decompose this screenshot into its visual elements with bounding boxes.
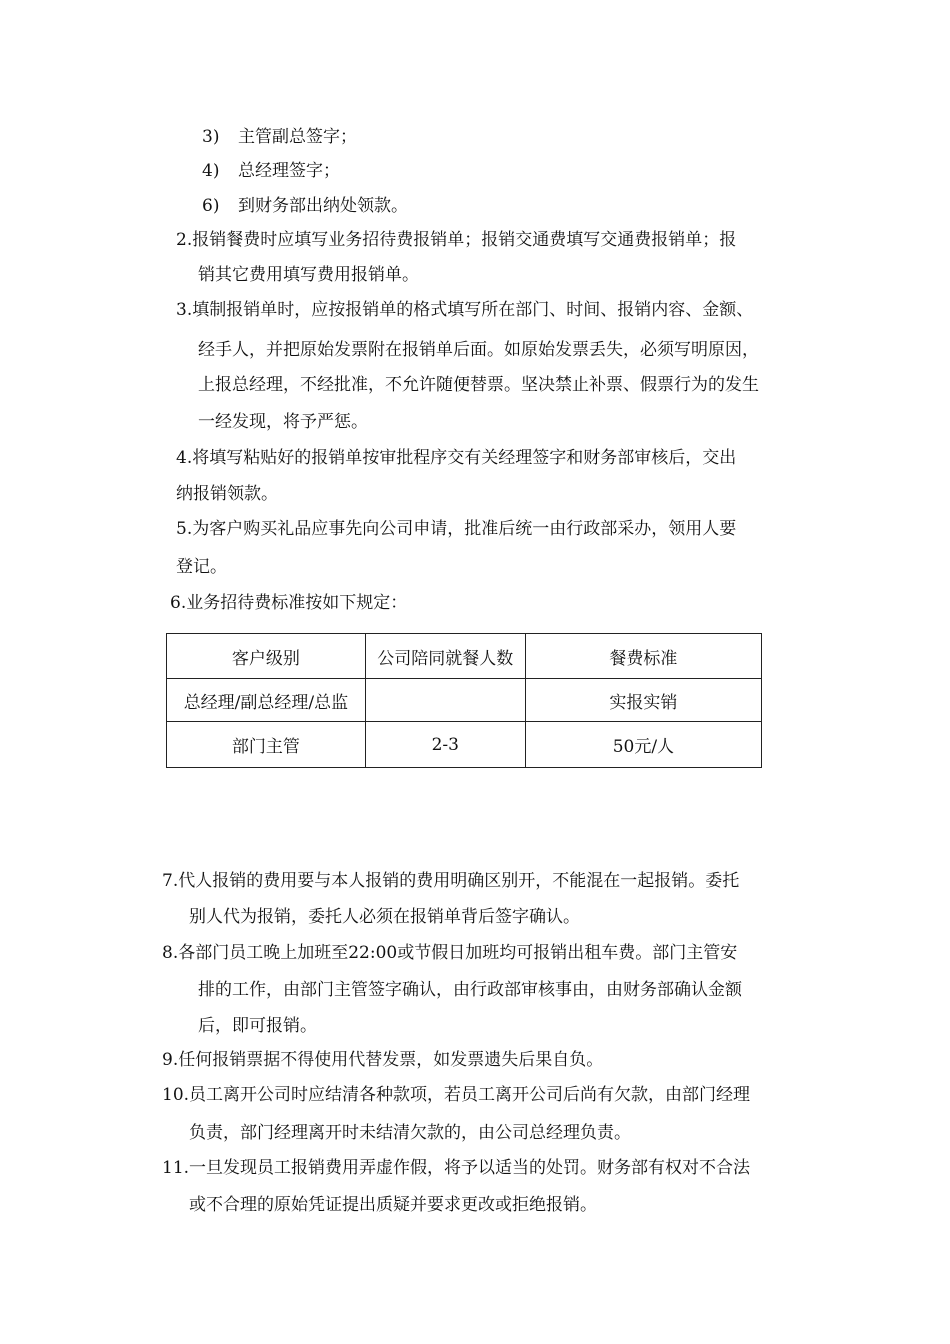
- item-text: 填制报销单时，应按报销单的格式填写所在部门、时间、报销内容、金额、: [192, 300, 754, 320]
- item-text: 为客户购买礼品应事先向公司申请，批准后统一由行政部采办，领用人要: [192, 519, 737, 539]
- item-number: 4.: [176, 448, 193, 468]
- item-9-line-1: [162, 1048, 603, 1072]
- step-number: 4): [202, 161, 220, 181]
- meal-standard-table: [166, 633, 762, 768]
- item-number: 11.: [162, 1158, 190, 1178]
- item-4-line-2: 纳报销领款。: [176, 484, 278, 504]
- table-header-row: [167, 634, 762, 679]
- item-number: 6.: [170, 593, 187, 613]
- item-number: 10.: [162, 1085, 190, 1105]
- item-number: 5.: [176, 519, 193, 539]
- item-10-line-1: [162, 1083, 750, 1107]
- table-cell: 部门主管: [167, 722, 366, 768]
- item-text: 业务招待费标准按如下规定：: [186, 593, 408, 613]
- item-text: 一旦发现员工报销费用弄虚作假，将予以适当的处罚。财务部有权对不合法: [189, 1158, 751, 1178]
- item-5-line-2: 登记。: [176, 557, 227, 577]
- item-5-line-1: [176, 517, 736, 541]
- item-11-line-2: 或不合理的原始凭证提出质疑并要求更改或拒绝报销。: [189, 1195, 597, 1215]
- step-text: 总经理签字；: [238, 161, 340, 181]
- item-6-line-1: [170, 591, 407, 615]
- item-2-line-2: 销其它费用填写费用报销单。: [198, 265, 419, 285]
- step-4: [202, 159, 340, 183]
- item-3-line-1: [176, 298, 753, 322]
- table-header-cell: 公司陪同就餐人数: [365, 634, 525, 679]
- step-3: [202, 125, 357, 149]
- item-number: 3.: [176, 300, 193, 320]
- item-8-line-2: 排的工作，由部门主管签字确认，由行政部审核事由，由财务部确认金额: [198, 980, 742, 1000]
- item-3-line-3: 上报总经理，不经批准，不允许随便替票。坚决禁止补票、假票行为的发生: [198, 375, 759, 395]
- item-11-line-1: [162, 1156, 750, 1180]
- table-cell: 实报实销: [525, 679, 761, 722]
- item-7-line-2: 别人代为报销，委托人必须在报销单背后签字确认。: [189, 907, 580, 927]
- item-3-line-4: 一经发现，将予严惩。: [198, 412, 368, 432]
- item-text: 代人报销的费用要与本人报销的费用明确区别开，不能混在一起报销。委托: [178, 871, 740, 891]
- item-text: 将填写粘贴好的报销单按审批程序交有关经理签字和财务部审核后，交出: [192, 448, 737, 468]
- table-header-cell: 客户级别: [167, 634, 366, 679]
- step-number: 3): [202, 127, 220, 147]
- item-number: 7.: [162, 871, 179, 891]
- table-cell: 2-3: [365, 722, 525, 768]
- item-number: 8.: [162, 943, 179, 963]
- item-text: 员工离开公司时应结清各种款项，若员工离开公司后尚有欠款，由部门经理: [189, 1085, 751, 1105]
- item-text: 各部门员工晚上加班至22:00或节假日加班均可报销出租车费。部门主管安: [178, 943, 738, 963]
- item-text: 任何报销票据不得使用代替发票，如发票遗失后果自负。: [178, 1050, 604, 1070]
- item-2-line-1: [176, 228, 736, 252]
- item-7-line-1: [162, 869, 739, 893]
- item-text: 报销餐费时应填写业务招待费报销单；报销交通费填写交通费报销单；报: [192, 230, 737, 250]
- item-4-line-1: [176, 446, 736, 470]
- table-row: [167, 722, 762, 768]
- item-number: 9.: [162, 1050, 179, 1070]
- table-header-cell: 餐费标准: [525, 634, 761, 679]
- table-cell: 总经理/副总经理/总监: [167, 679, 366, 722]
- table-row: [167, 679, 762, 722]
- item-8-line-3: 后，即可报销。: [198, 1016, 317, 1036]
- item-10-line-2: 负责，部门经理离开时未结清欠款的，由公司总经理负责。: [189, 1123, 631, 1143]
- item-3-line-2: 经手人，并把原始发票附在报销单后面。如原始发票丢失，必须写明原因，: [198, 340, 759, 360]
- step-number: 6): [202, 196, 220, 216]
- step-6: [202, 194, 408, 218]
- item-8-line-1: [162, 941, 737, 965]
- item-number: 2.: [176, 230, 193, 250]
- table-cell: [365, 679, 525, 722]
- step-text: 主管副总签字；: [238, 127, 357, 147]
- step-text: 到财务部出纳处领款。: [238, 196, 408, 216]
- table-cell: 50元/人: [525, 722, 761, 768]
